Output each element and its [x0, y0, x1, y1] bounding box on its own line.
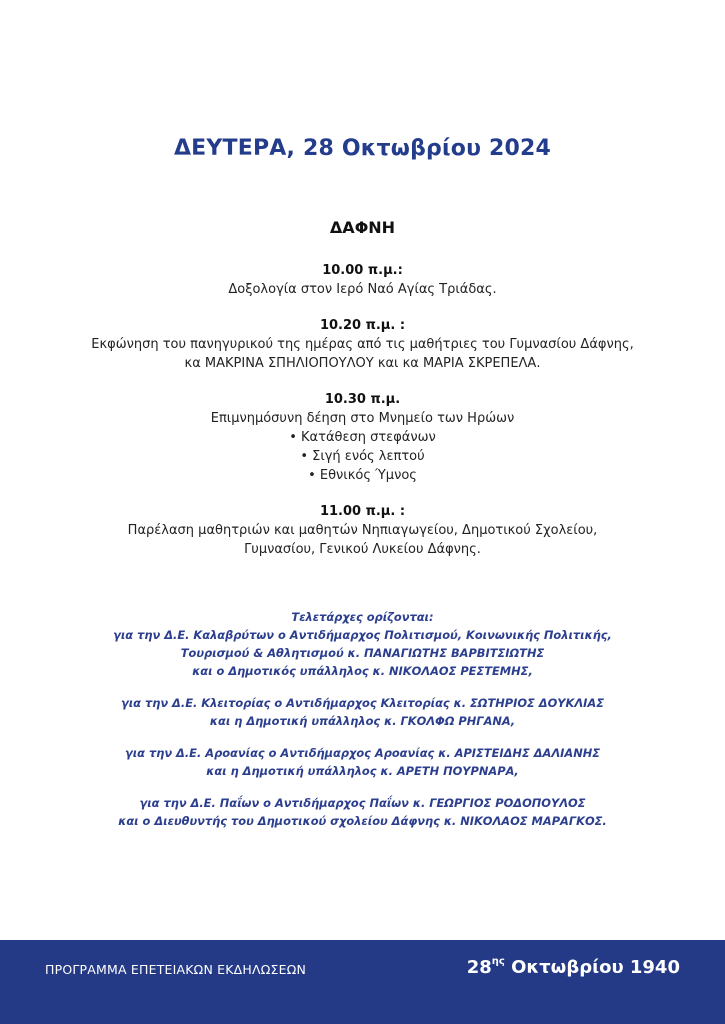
- host-line: και η Δημοτική υπάλληλος κ. ΓΚΟΛΦΩ ΡΗΓΑΝΑ,: [209, 714, 516, 728]
- host-group: [0, 608, 725, 680]
- ceremony-hosts: [0, 608, 725, 844]
- anniversary-suffix: ης: [491, 956, 505, 967]
- host-line: για την Δ.Ε. Κλειτορίας ο Αντιδήμαρχος Κλειτορίας κ. ΣΩΤΗΡΙΟΣ ΔΟΥΚΛΙΑΣ: [120, 696, 605, 710]
- host-line: και ο Δημοτικός υπάλληλος κ. ΝΙΚΟΛΑΟΣ ΡΕΣΤΕΜΗΣ,: [192, 664, 533, 678]
- event-item: [0, 391, 725, 485]
- event-time: 10.30 π.μ.: [324, 392, 401, 407]
- anniversary-number: 28: [466, 957, 492, 978]
- footer-bar: [0, 940, 725, 1024]
- event-bullet: • Κατάθεση στεφάνων: [289, 430, 436, 445]
- event-time: 10.20 π.μ. :: [319, 318, 406, 333]
- event-time: 11.00 π.μ. :: [319, 504, 406, 519]
- host-line: για την Δ.Ε. Αροανίας ο Αντιδήμαρχος Αροανίας κ. ΑΡΙΣΤΕΙΔΗΣ ΔΑΛΙΑΝΗΣ: [124, 746, 601, 760]
- event-bullet: • Εθνικός Ύμνος: [308, 468, 417, 483]
- event-description: Παρέλαση μαθητριών και μαθητών Νηπιαγωγείου, Δημοτικού Σχολείου,: [127, 523, 598, 538]
- event-bullet: • Σιγή ενός λεπτού: [300, 449, 425, 464]
- host-line: Τουρισμού & Αθλητισμού κ. ΠΑΝΑΓΙΩΤΗΣ ΒΑΡΒΙΤΣΙΩΤΗΣ: [180, 646, 545, 660]
- location-title: ΔΑΦΝΗ: [329, 218, 396, 237]
- host-line: και η Δημοτική υπάλληλος κ. ΑΡΕΤΗ ΠΟΥΡΝΑΡΑ,: [206, 764, 519, 778]
- host-group: [0, 694, 725, 730]
- anniversary-rest: Οκτωβρίου 1940: [504, 957, 680, 978]
- host-line: για την Δ.Ε. Καλαβρύτων ο Αντιδήμαρχος Πολιτισμού, Κοινωνικής Πολιτικής,: [113, 628, 612, 642]
- host-line: Τελετάρχες ορίζονται:: [291, 610, 434, 624]
- event-description: Γυμνασίου, Γενικού Λυκείου Δάφνης.: [244, 542, 481, 557]
- host-line: και ο Διευθυντής του Δημοτικού σχολείου Δάφνης κ. ΝΙΚΟΛΑΟΣ ΜΑΡΑΓΚΟΣ.: [118, 814, 607, 828]
- event-time: 10.00 π.μ.:: [322, 263, 403, 278]
- anniversary-title: [467, 957, 680, 978]
- event-description: Εκφώνηση του πανηγυρικού της ημέρας από τις μαθήτριες του Γυμνασίου Δάφνης,: [91, 337, 634, 352]
- event-description: Επιμνημόσυνη δέηση στο Μνημείο των Ηρώων: [210, 411, 515, 426]
- program-label: ΠΡΟΓΡΑΜΜΑ ΕΠΕΤΕΙΑΚΩΝ ΕΚΔΗΛΩΣΕΩΝ: [45, 962, 307, 977]
- event-item: [0, 503, 725, 559]
- events-schedule: [0, 262, 725, 577]
- event-description: Δοξολογία στον Ιερό Ναό Αγίας Τριάδας.: [228, 282, 497, 297]
- host-line: για την Δ.Ε. Παΐων ο Αντιδήμαρχος Παΐων κ. ΓΕΩΡΓΙΟΣ ΡΟΔΟΠΟΥΛΟΣ: [139, 796, 586, 810]
- host-group: [0, 794, 725, 830]
- event-description: κα ΜΑΚΡΙΝΑ ΣΠΗΛΙΟΠΟΥΛΟΥ και κα ΜΑΡΙΑ ΣΚΡΕΠΕΛΑ.: [184, 356, 541, 371]
- event-item: [0, 262, 725, 299]
- event-item: [0, 317, 725, 373]
- host-group: [0, 744, 725, 780]
- event-date-title: ΔΕΥΤΕΡΑ, 28 Οκτωβρίου 2024: [173, 136, 552, 161]
